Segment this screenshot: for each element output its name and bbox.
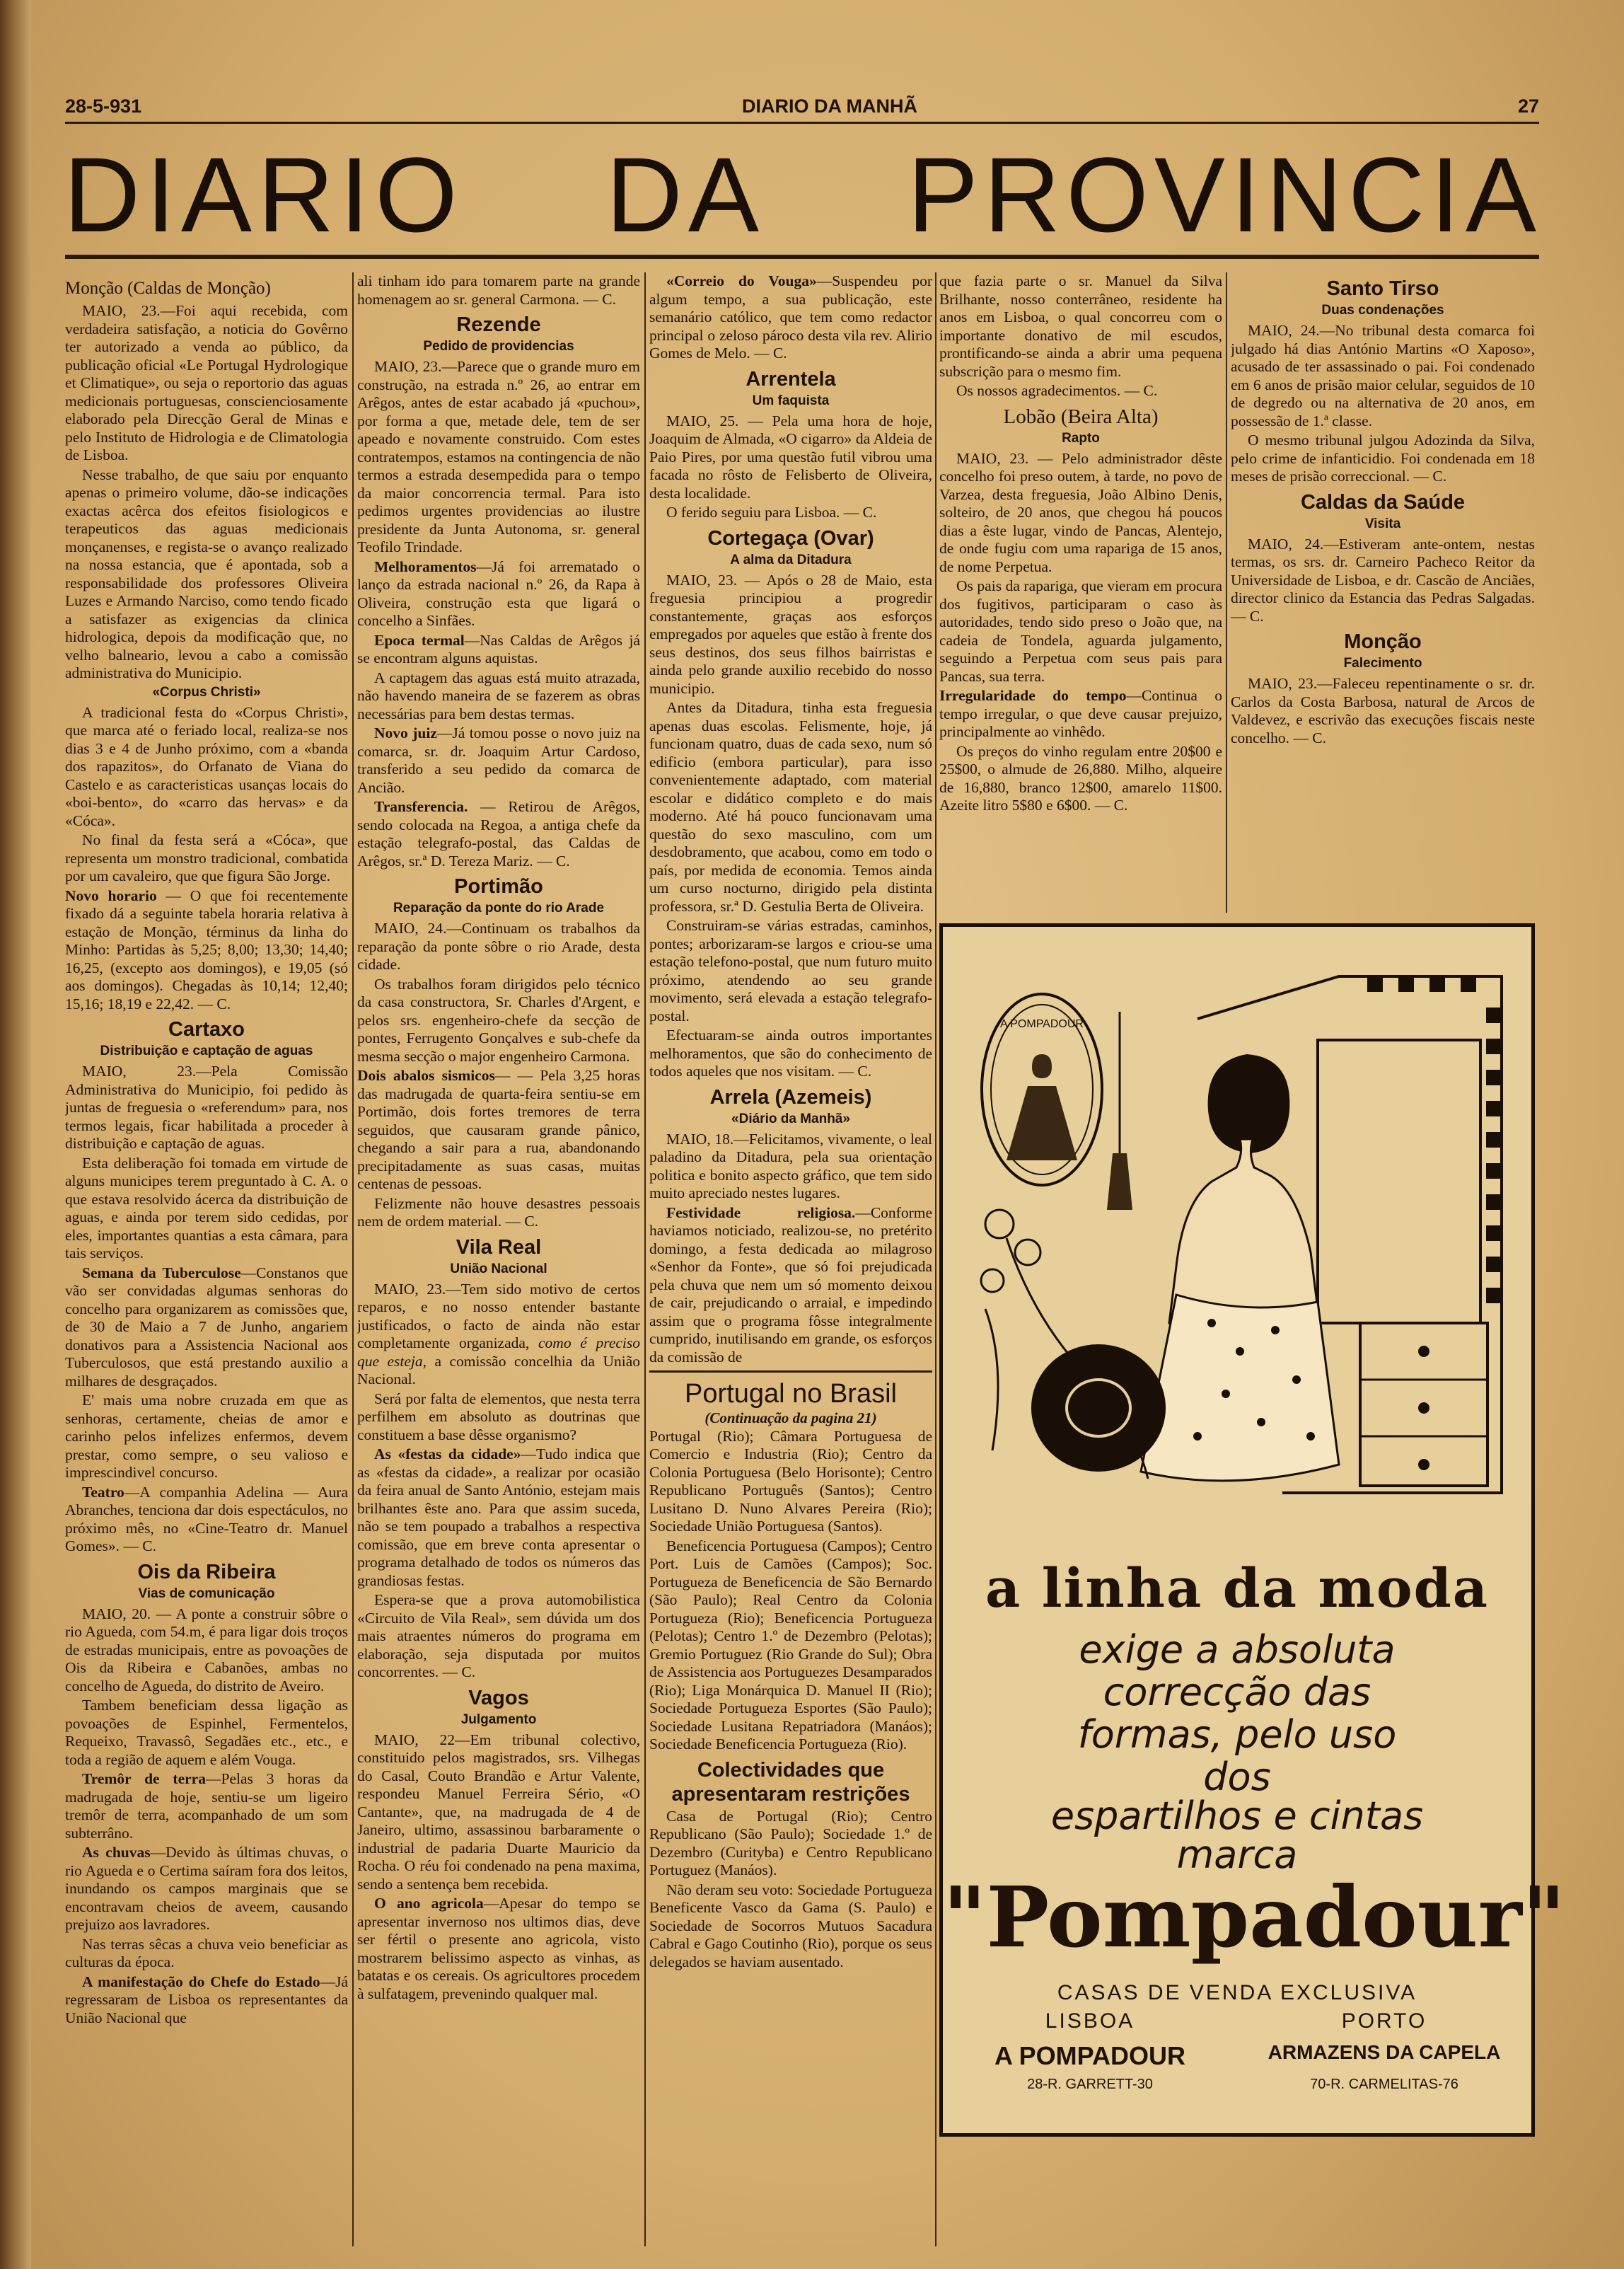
ad-city-lisboa: LISBOA [1045,2009,1135,2033]
paragraph-lead: «Correio do Vouga» [666,272,817,289]
paragraph: O mesmo tribunal julgou Adozinda da Silva, pelo crime de infanticidio. Foi condenada em 18 meses de prisão correccional. — C. [1231,432,1535,485]
paragraph [649,272,932,363]
article-heading: Cartaxo [168,1018,245,1041]
article-heading: Caldas da Saúde [1300,490,1466,514]
paragraph: Esta deliberação foi tomada em virtude de alguns municipes terem preguntado à C. A. o que estava resolvido ácerca da distribuição de aguas, e ainda por terem sido cedidas, por eles, importantes quantias a esta câmara, para tais serviços. [65,1154,348,1261]
paragraph-body: —Suspendeu por algum tempo, a sua publicação, este semanário católico, que tem como redactor principal o zeloso pároco desta vila rev. Alirio Gomes de Melo. — C. [649,272,932,362]
paragraph: MAIO, 24.—No tribunal desta comarca foi julgado há dias António Martins «O Xaposo», acusado de ter assassinado o pai. Foi condenado em 6 anos de prisão maior celular, seguidos de 10 de degredo ou na alternativa de 20 anos, em possessão de 1.ª classe. [1231,322,1535,429]
paragraph: MAIO, 23. — Pelo administrador dêste concelho foi preso outem, à tarde, no povo de Varzea, desta freguesia, João Albino Denis, solteiro, de 20 anos, que chegou há poucos dias a êste lugar, vindo de Pancas, Alentejo, de onde fugiu com uma rapariga de 15 anos, de nome Perpetua. [939,449,1222,575]
paragraph-lead: Teatro [82,1483,124,1501]
masthead-word-2: DA [605,135,765,254]
paragraph-lead: A manifestação do Chefe do Estado [82,1973,320,1990]
article-subheading: Pedido de providencias [423,339,574,354]
paragraph-lead: As «festas da cidade» [374,1445,521,1462]
article-subheading: Falecimento [1343,656,1422,671]
ad-shop-porto: ARMAZENS DA CAPELA [1268,2041,1501,2063]
paragraph [357,1445,640,1590]
paragraph-body: —Pelas 3 horas da madrugada de hoje, sentiu-se um ligeiro tremôr de terra, acompanhado de um som subterrâno. [65,1770,348,1842]
paragraph-body: —Devido às últimas chuvas, o rio Agueda e o Certima saíram fora dos leitos, inundando os campos marginais que se encontravam cheios de aveem, causando prejuizo aos lavradores. [65,1844,348,1933]
article-subheading: Vias de comunicação [138,1586,275,1601]
paragraph [65,1973,348,2028]
paragraph-body: —Já foi arrematado o lanço da estrada nacional n.º 26, da Rapa à Oliveira, construção esta que ligará o concelho a Sinfães. [357,558,640,629]
paragraph: Beneficencia Portuguesa (Campos); Centro Port. Luis de Camões (Campos); Soc. Portugueza de Beneficencia de São Bernardo (São Paulo); Real Centro da Colonia Portugueza (Rio); Beneficencia Portugueza (Pelotas); Centro 1.º de Dezembro (Pelotas); Gremio Portuguez (Rio Grande do Sul); Obra de Assistencia aos Portuguezes Desamparados (Rio); Liga Monárquica D. Manuel II (Rio); Sociedade Portugueza Esportes (São Paulo); Sociedade Lusitana Repatriadora (Manáos); Sociedade Beneficencia Portugueza (Rio). [649,1537,932,1753]
header-rule [65,122,1539,124]
paragraph-lead: Transferencia. [374,798,468,815]
article-subheading: Visita [1364,516,1401,531]
paragraph: MAIO, 24.—Continuam os trabalhos da reparação da ponte sôbre o rio Arade, desta cidade. [357,920,640,973]
paragraph [649,1204,932,1367]
article-heading: Cortegaça (Ovar) [707,526,874,550]
paragraph [357,632,640,668]
article-subheading: União Nacional [450,1261,547,1276]
masthead-rule [65,255,1539,259]
ad-address-porto: 70-R. CARMELITAS-76 [1310,2077,1458,2092]
paragraph [65,1844,348,1934]
article-subheading: Um faquista [752,393,830,408]
paragraph: A captagem das aguas está muito atrazada, não havendo maneira de se fazerem as obras necessárias para bem destas termas. [357,669,640,722]
paragraph: MAIO, 23.—Foi aqui recebida, com verdadeira satisfação, a noticia do Govêrno ter autorizado a venda ao público, da publicação oficial «Le Portugal Hydrologique et Climatique», ou seja o reportorio das aguas medicionais portuguesas, conscienciosamente elaborado pela Direcção Geral de Minas e pelo Instituto de Hidrologia e de Climatologia de Lisboa. [65,302,348,463]
ad-address-lisboa: 28-R. GARRETT-30 [1027,2077,1153,2092]
paragraph-body: — O que foi recentemente fixado dá a seguinte tabela horaria relativa à estação de Monção, términus da linha do Minho: Partidas às 5,25; 8,00; 13,30; 14,40; 16,25, (excepto aos domingos), e 19,05 (só aos domingos). Chegadas às 10,14; 12,40; 15,16; 18,19 e 22,42. — C. [65,887,348,1012]
paragraph-lead: Dois abalos sismicos [357,1067,495,1084]
paragraph: MAIO, 20. — A ponte a construir sôbre o rio Agueda, com 54.m, é para ligar dois troços de estradas municipais, entre as povoações de Ois da Ribeira e Cabanões, ambas no concelho de Agueda, do distrito de Aveiro. [65,1605,348,1694]
masthead-word-3: PROVINCIA [907,135,1542,254]
paragraph: Os nossos agradecimentos. — C. [956,382,1158,399]
paragraph: A tradicional festa do «Corpus Christi», que marca até o feriado local, realiza-se nos dias 3 e 4 de Junho próximo, com a «banda dos rapazitos», do Orfanato de Viana do Castelo e as caracteristicas usanças locais do «boi-bento», do «carro das hervas» e da «Cóca». [65,703,348,829]
oval-label: A POMPADOUR [1000,1018,1084,1030]
article-heading: Monção (Caldas de Monção) [65,279,271,298]
paragraph [357,724,640,797]
paragraph [357,558,640,630]
paragraph: Efectuaram-se ainda outros importantes melhoramentos, que são do conhecimento de todos aqueles que nos visitam. — C. [649,1027,932,1080]
article-heading: Lobão (Beira Alta) [1003,405,1159,428]
ad-shop-lisboa: A POMPADOUR [994,2041,1185,2070]
paragraph: MAIO, 23.—Faleceu repentinamente o sr. dr. Carlos da Costa Barbosa, natural de Arcos de Valdevez, e escrivão das execuções fiscais neste concelho. — C. [1231,675,1535,746]
column-divider [644,272,646,2246]
paragraph: que fazia parte o sr. Manuel da Silva Brilhante, nosso conterrâneo, residente ha anos em Lisboa, o qual concorreu com o importante donativo de mil escudos, prontificando-se ainda a abrir uma pequena subscrição para o mesmo fim. [939,272,1222,380]
paragraph: MAIO, 23. — Após o 28 de Maio, esta freguesia principiou a progredir constantemente, graças aos esforços empregados por aqueles que estão à frente dos seus destinos, dos seus filhos bairristas e ainda pelo grande auxilio recebido do nosso municipio. [649,571,932,697]
paragraph: No final da festa será a «Cóca», que representa um monstro tradicional, combatida por um cavaleiro, que que figura São Jorge. [65,831,348,884]
paragraph-body: —Já tomou posse o novo juiz na comarca, sr. dr. Joaquim Artur Cardoso, transferido a seu pedido da comarca de Ancião. [357,724,640,796]
paragraph-lead: Tremôr de terra [82,1770,206,1787]
paragraph: O ferido seguiu para Lisboa. — C. [666,504,877,521]
paragraph-body: —Constanos que vão ser convidadas algumas senhoras do concelho para organizarem as comissões que, de 30 de Maio a 7 de Junho, angariem donativos para a Assistencia Nacional aos Tuberculosos, que está prestando auxilio a milhares de desgraçados. [65,1264,348,1390]
ad-copy-line: correcção das [1103,1670,1371,1714]
paragraph: MAIO, 23.—Pela Comissão Administrativa do Municipio, foi pedido às juntas de freguesia o «referendum» para, nos termos legais, ficar habilitada a proceder à distribuição e captação de aguas. [65,1063,348,1152]
article-heading: Santo Tirso [1326,277,1439,300]
article-subheading: Duas condenações [1321,303,1444,318]
paragraph: Construiram-se várias estradas, caminhos, pontes; arborizaram-se largos e criou-se uma estação telefono-postal, que num futuro muito próximo, atendendo ao seu grande movimento, será elevada a estação telegrafo-postal. [649,917,932,1024]
paragraph-body: , a comissão concelhia da União Nacional. [357,1352,640,1387]
paragraph: Será por falta de elementos, que nesta terra perfilhem em absoluto as doutrinas que constituem a base dêsse organismo? [357,1390,640,1443]
article-subheading: Rapto [1062,430,1100,446]
paragraph: MAIO, 23.—Parece que o grande muro em construção, na estrada n.º 26, ao entrar em Arêgos, antes de estar acabado já «puchou», por forma a que, metade dele, tem de ser apeado e novamente construido. Com estes contratempos, estamos na contingencia de não termos a estrada desempedida para o tempo da maior concorrencia termal. Para isto pedimos urgentes providencias ao ilustre presidente da Junta Autonoma, sr. general Teofilo Trindade. [357,358,640,555]
paragraph-lead: Novo horario [65,887,157,904]
paragraph-body: —Nas Caldas de Arêgos já se encontram alguns aquistas. [357,631,640,666]
paragraph-body: —Conforme haviamos noticiado, realizou-se, no pretérito domingo, a festa dedicada ao milagroso «Senhor da Fonte», que só foi prejudicada pela chuva que nem um só momento deixou de cair, prejudicando o arraial, e impedindo assim que o programa fôsse integralmente cumprido, inutilisando em grande, os esforços da comissão de [649,1203,932,1366]
paragraph: Nesse trabalho, de que saiu por enquanto apenas o primeiro volume, dão-se indicações exactas acêrca dos efeitos fisiologicos e terapeuticos das aguas medicionais monçanenses, e regista-se o avanço realizado na nossa estancia, que é apontada, sob a responsabilidade dos professores Oliveira Luzes e Armando Narciso, como tendo ficado a satisfazer as exigencias da clinica hidrologica, depois da modificação que, no velho balneario, levou a cabo a comissão administrativa do Municipio. [65,466,348,681]
article-heading: Arrentela [746,367,836,391]
column-3 [649,272,932,2246]
article-subheading: Distribuição e captação de aguas [100,1044,313,1058]
section-rule [649,1370,932,1373]
ad-brand-name: "Pompadour" [943,1868,1566,1966]
paragraph: ali tinham ido para tomarem parte na grande homenagem ao sr. general Carmona. — C. [357,272,640,308]
paragraph [357,1281,640,1389]
article-heading: Vila Real [456,1235,542,1259]
article-heading: Ois da Ribeira [137,1560,276,1583]
paragraph-body: —Apesar do tempo se apresentar invernoso nos ultimos dias, deve ser fértil o presente ano agricola, visto mostrarem belissimo aspecto as vinhas, as batatas e os cereais. Os agricultores procedem à sulfatagem, prevenindo qualquer mal. [357,1895,640,2002]
paragraph: Casa de Portugal (Rio); Centro Republicano (São Paulo); Sociedade 1.º de Dezembro (Curityba) e Centro Republicano Portuguez (Manáos). [649,1807,932,1878]
header-page-number: 27 [1517,96,1539,117]
ad-copy-line: exige a absoluta [1079,1627,1396,1672]
article-heading: Arrela (Azemeis) [709,1085,872,1109]
ad-copy-line: marca [1176,1832,1298,1877]
column-1 [65,272,348,2246]
paragraph [357,1067,640,1194]
article-subheading: Reparação da ponte do rio Arade [393,901,605,916]
article-heading: Rezende [456,313,541,336]
header-paper-name: DIARIO DA MANHÃ [742,96,918,117]
paragraph: Os preços do vinho regulam entre 20$00 e 25$00, o almude de 26,880. Milho, alqueire de 16,880, branco 12$00, amarelo 11$00. Azeite litro 5$80 e 6$00. — C. [939,742,1222,814]
ad-city-porto: PORTO [1341,2009,1427,2033]
paragraph: Antes da Ditadura, tinha esta freguesia apenas duas escolas. Felismente, hoje, já funcionam quatro, duas de cada sexo, num só edificio (embora particular), para isso convenientemente adaptado, com material escolar e didático completo e do mais moderno. Até há pouco funcionavam uma questão do sexo masculino, com um desdobramento, que acabou, como em todo o país, por medida de economia. Temos ainda um curso nocturno, dirigido pela distinta professora, sr.ª D. Gestulia Berta de Oliveira. [649,699,932,915]
paragraph-italic: como é preciso que esteja [357,1334,640,1370]
section-masthead [64,131,1542,258]
paragraph: Não deram seu voto: Sociedade Portugueza Beneficente Vasco da Gama (S. Paulo) e Sociedade de Socorros Mutuos Sacadura Cabral e Gago Coutinho (Rio), porque os seus delegados se haviam ausentado. [649,1881,932,1970]
paragraph-body: —A companhia Adelina — Aura Abranches, tenciona dar dois espectáculos, no próximo mês, no «Cine-Teatro dr. Manuel Gomes». — C. [65,1483,348,1554]
paragraph [65,1770,348,1842]
advertisement-illustration [943,927,1531,1549]
paragraph-lead: Festividade religiosa. [666,1203,856,1221]
paragraph-lead: Melhoramentos [374,558,477,575]
article-heading: Colectividades que apresentaram restrições [671,1758,910,1806]
paragraph-lead: As chuvas [82,1844,151,1861]
paragraph-body: MAIO, 23.—Tem sido motivo de certos reparos, e no nosso entender bastante justificados, o facto de ainda não estar completamente organizada, [357,1280,640,1351]
paragraph-body: —Já regressaram de Lisboa os representantes da União Nacional que [65,1973,348,2026]
page-binding-edge [0,0,31,2269]
paragraph: MAIO, 18.—Felicitamos, vivamente, o leal paladino da Ditadura, pela sua orientação politica e bonito aspecto gráfico, que tem sido muito apreciado nestes lugares. [649,1130,932,1201]
paragraph-lead: Epoca termal [374,631,465,649]
paragraph-lead: Novo juiz [374,724,437,741]
paragraph: Tambem beneficiam dessa ligação as povoações de Espinhel, Fermentelos, Requeixo, Travassô, Segadães etc., etc., e toda a região de aquem e além Vouga. [65,1697,348,1768]
paragraph: MAIO, 25. — Pela uma hora de hoje, Joaquim de Almada, «O cigarro» da Aldeia de Paio Pires, por uma questão futil vibrou uma facada no rôsto de Felisberto de Oliveira, desta localidade. [649,412,932,502]
masthead-word-1: DIARIO [64,135,463,254]
column-4 [939,272,1222,913]
paragraph-lead: Irregularidade do tempo [939,687,1127,704]
article-subheading: A alma da Ditadura [730,552,852,567]
ad-headline: a linha da moda [985,1557,1489,1620]
paragraph: Espera-se que a prova automobilistica «Circuito de Vila Real», sem dúvida um dos mais atraentes números do programa em elaboração, seja disputada por muitos concorrentes. — C. [357,1591,640,1680]
ad-copy-line: formas, pelo uso [1077,1712,1397,1757]
article-subheading: (Continuação da pagina 21) [704,1409,877,1426]
paragraph: MAIO, 24.—Estiveram ante-ontem, nestas termas, os srs. dr. Carneiro Pacheco Reitor da Universidade de Lisboa, e dr. Cascão de Anciães, director clinico da Estancia das Pedras Salgadas. — C. [1231,535,1535,625]
column-divider [352,272,354,2246]
paragraph-lead: Semana da Tuberculose [82,1264,241,1281]
paragraph: Felizmente não houve desastres pessoais nem de ordem material. — C. [357,1194,640,1230]
paragraph-lead: O ano agricola [374,1895,484,1912]
article-heading: Portimão [454,875,543,898]
article-subheading: Julgamento [460,1711,537,1727]
column-2 [357,272,640,2246]
article-subheading: «Corpus Christi» [152,684,261,700]
column-divider [935,272,936,2246]
ad-casas-label: CASAS DE VENDA EXCLUSIVA [1057,1981,1417,2004]
ad-copy-line: dos [1203,1755,1271,1799]
paragraph: Portugal (Rio); Câmara Portuguesa de Comercio e Industria (Rio); Centro da Colonia Portuguesa (Belo Horisonte); Centro Republicano Português (Santos); Centro Lusitano D. Nuno Alvares Pereira (Rio); Sociedade União Portuguesa (Santos). [649,1427,932,1535]
paragraph: E' mais uma nobre cruzada em que as senhoras, certamente, cheias de amor e carinho pelos infelizes enfermos, devem prestar, como sempre, o seu valioso e imprescindivel concurso. [65,1392,348,1481]
paragraph-body: —Tudo indica que as «festas da cidade», a realizar por ocasião da feira anual de Santo António, estejam mais brilhantes êste ano. Para que assim suceda, não se tem poupado a trabalhos a respectiva comissão, que em breve conta apresentar o programa detalhado de todos os números das grandiosas festas. [357,1445,640,1589]
column-5 [1231,272,1535,913]
article-subheading: «Diário da Manhã» [731,1111,850,1126]
paragraph-body: — Retirou de Arêgos, sendo colocada na Regoa, a antiga chefe da estação telegrafo-postal, das Caldas de Arêgos, sr.ª D. Tereza Mariz. — C. [357,798,640,870]
ad-copy-line: espartilhos e cintas [1050,1794,1424,1838]
paragraph: Os trabalhos foram dirigidos pelo técnico da casa constructora, Sr. Charles d'Argent, e pelos srs. engenheiro-chefe da secção de pontes, Ferrugento Gonçalves e sub-chefe da mesma secção o major engenheiro Carmona. [357,975,640,1065]
paragraph-body: —Continua o tempo irregular, o que deve causar prejuizo, principalmente ao vinhêdo. [939,687,1222,740]
paragraph [357,1895,640,2003]
paragraph: Os pais da rapariga, que vieram em procura dos fugitivos, participaram o caso às autoridades, tendo sido preso o João que, na cadeia de Tondela, aguarda julgamento, seguindo a Perpetua com seus pais para Pancas, sua terra. [939,577,1222,685]
pompadour-advertisement [939,923,1566,2137]
paragraph: MAIO, 22—Em tribunal colectivo, constituido pelos magistrados, srs. Vilhegas do Casal, Couto Brandão e Artur Valente, respondeu Manuel Ferreira Sério, «O Cantante», que, na madrugada de 4 de Janeiro, ultimo, assassinou barbaramente o industrial de padaria Duarte Mauricio da Rocha. O réu foi condenado na pena maxima, sendo a sentença bem recebida. [357,1731,640,1893]
column-divider [1226,272,1227,913]
paragraph [65,1264,348,1391]
paragraph: Nas terras sêcas a chuva veio beneficiar as culturas da época. [65,1935,348,1970]
paragraph [65,1484,348,1556]
article-heading: Vagos [468,1686,529,1709]
header-date: 28-5-931 [65,96,142,117]
article-heading: Monção [1344,630,1422,653]
paragraph [357,798,640,870]
paragraph [939,687,1222,741]
running-header [65,96,1539,117]
paragraph [65,887,348,1014]
article-heading: Portugal no Brasil [685,1379,897,1409]
paragraph-body: — — Pela 3,25 horas das madrugada de quarta-feira sentiu-se em Portimão, dois fortes tremores de terra seguidos, que causaram grande pânico, chegando a sair para a rua, abandonando precipitadamente as suas casas, muitas centenas de pessoas. [357,1067,640,1192]
